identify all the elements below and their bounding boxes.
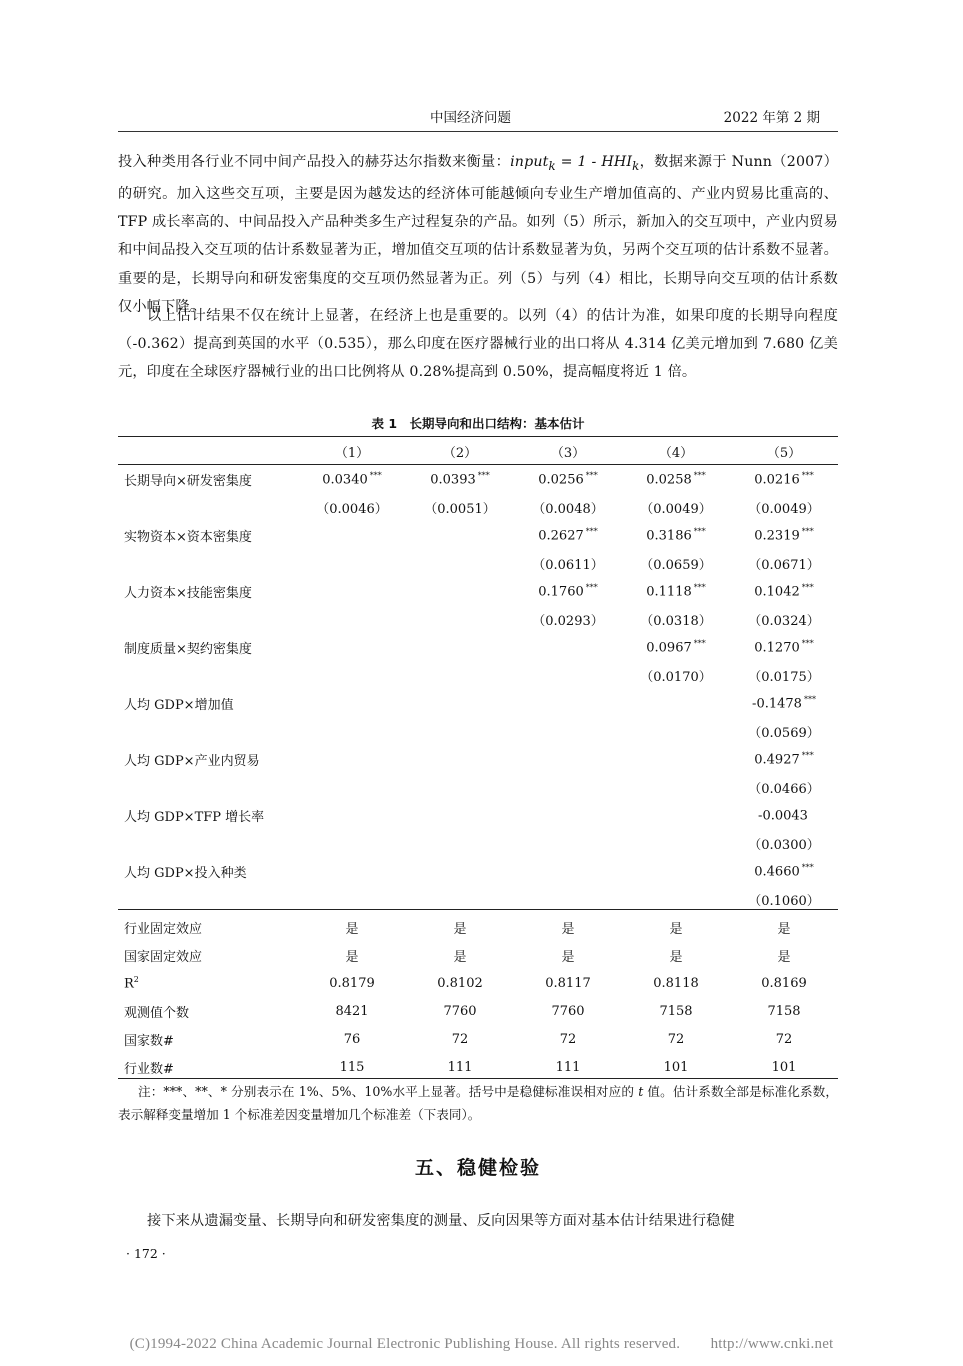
stat-cell: 72 (559, 1031, 577, 1047)
coef-cell: 0.0393 *** (430, 470, 490, 488)
se-cell (622, 885, 730, 913)
se-cell: （0.0170） (640, 669, 712, 685)
row-label: 人均 GDP×TFP 增长率 (124, 809, 265, 825)
coef-cell: 0.2627 *** (538, 526, 598, 544)
row-label: 行业固定效应 (124, 921, 203, 937)
se-cell (406, 829, 514, 857)
stat-cell: 是 (777, 921, 791, 937)
row-label: 长期导向×研发密集度 (124, 473, 252, 489)
stat-row (118, 1025, 838, 1053)
se-blank (118, 549, 298, 577)
se-blank (118, 717, 298, 745)
se-cell (406, 885, 514, 913)
coef-cell: -0.0043 (758, 808, 808, 824)
se-cell: （0.0324） (748, 613, 820, 629)
se-cell: （0.0175） (748, 669, 820, 685)
stat-cell: 是 (669, 949, 683, 965)
coef-cell (406, 857, 514, 885)
stat-cell: 7760 (551, 1003, 585, 1019)
stat-row (118, 969, 838, 997)
se-cell (298, 549, 406, 577)
coef-row (118, 801, 838, 829)
se-row (118, 549, 838, 577)
se-blank (118, 493, 298, 521)
se-row (118, 661, 838, 689)
section-title: 五、稳健检验 (414, 1157, 541, 1179)
coef-cell: 0.1042 *** (754, 582, 814, 600)
stat-cell: 8421 (335, 1003, 369, 1019)
stat-cell: 0.8118 (653, 975, 699, 991)
se-cell: （0.0300） (748, 837, 820, 853)
se-row (118, 605, 838, 633)
row-label: 实物资本×资本密集度 (124, 529, 252, 545)
se-cell (514, 661, 622, 689)
results-table (118, 437, 838, 1081)
coef-cell: -0.1478 *** (752, 694, 816, 712)
se-blank (118, 829, 298, 857)
paragraph-3: 接下来从遗漏变量、长期导向和研发密集度的测量、反向因果等方面对基本估计结果进行稳健 (147, 1213, 735, 1229)
copyright-footer: (C)1994-2022 China Academic Journal Electronic Publishing House. All rights reserved. http://www.cnki.net (129, 1336, 834, 1352)
row-label: 人均 GDP×增加值 (124, 697, 234, 713)
coef-cell (622, 801, 730, 829)
coef-cell (514, 801, 622, 829)
stat-row (118, 1053, 838, 1081)
coef-cell (298, 745, 406, 773)
se-row (118, 773, 838, 801)
stat-cell: 是 (345, 949, 359, 965)
coef-cell (514, 633, 622, 661)
se-cell (298, 885, 406, 913)
se-cell (298, 717, 406, 745)
coef-cell (298, 857, 406, 885)
coef-cell (514, 745, 622, 773)
coef-cell: 0.1760 *** (538, 582, 598, 600)
column-header: （2） (442, 445, 478, 461)
coef-cell: 0.0340 *** (322, 470, 382, 488)
column-header: （5） (766, 445, 802, 461)
se-cell: （0.0318） (640, 613, 712, 629)
coef-cell (406, 577, 514, 605)
coef-cell (298, 801, 406, 829)
coef-row (118, 633, 838, 661)
row-label: 人均 GDP×产业内贸易 (124, 753, 260, 769)
stat-cell: 7760 (443, 1003, 477, 1019)
coef-cell: 0.4927 *** (754, 750, 814, 768)
se-row (118, 829, 838, 857)
coef-cell (406, 521, 514, 549)
stat-cell: 7158 (659, 1003, 693, 1019)
coef-cell: 0.3186 *** (646, 526, 706, 544)
stat-cell: 72 (667, 1031, 685, 1047)
stat-cell: 是 (669, 921, 683, 937)
se-cell: （0.0049） (748, 501, 820, 517)
stat-cell: 101 (663, 1059, 689, 1075)
se-cell: （0.0048） (532, 501, 604, 517)
se-cell (514, 885, 622, 913)
stat-cell: 0.8169 (761, 975, 807, 991)
journal-name: 中国经济问题 (430, 110, 511, 126)
se-cell (406, 717, 514, 745)
coef-cell: 0.0258 *** (646, 470, 706, 488)
se-blank (118, 885, 298, 913)
se-cell: （0.0046） (316, 501, 388, 517)
row-label: 观测值个数 (124, 1005, 190, 1021)
coef-cell (622, 689, 730, 717)
coef-cell (514, 689, 622, 717)
row-label: $R^2$ (124, 974, 139, 992)
coef-row (118, 521, 838, 549)
stat-row (118, 913, 838, 941)
se-cell: （0.0671） (748, 557, 820, 573)
formula-input: input$_k$ = $1 - HHI_k$ (510, 154, 640, 173)
se-row (118, 493, 838, 521)
stat-cell: 72 (775, 1031, 793, 1047)
se-blank (118, 605, 298, 633)
se-row (118, 885, 838, 913)
header-rule (118, 131, 838, 132)
column-header: （3） (550, 445, 586, 461)
coef-cell (406, 689, 514, 717)
coef-cell: 0.0216 *** (754, 470, 814, 488)
coef-cell (406, 745, 514, 773)
coef-cell: 0.1270 *** (754, 638, 814, 656)
stat-cell: 是 (777, 949, 791, 965)
se-cell (298, 661, 406, 689)
coef-row (118, 745, 838, 773)
se-cell (514, 829, 622, 857)
se-cell (406, 773, 514, 801)
stat-cell: 是 (345, 921, 359, 937)
stat-cell: 101 (771, 1059, 797, 1075)
page-number: · 172 · (126, 1246, 166, 1261)
column-header: （4） (658, 445, 694, 461)
paragraph-1: 投入种类用各行业不同中间产品投入的赫芬达尔指数来衡量：input$_k$ = $1 - HHI_k$，数据来源于 Nunn（2007）的研究。加入这些交互项，主要是因为越发达的经济体可能越倾向专业生产增加值高的、产业内贸易比重高的、TFP 成长率高的、中间品投入产品种类多生产过程复杂的产品。如列（5）所示，新加入的交互项中，产业内贸易和中间品投入交互项的估计系数显著为正，增加值交互项的估计系数显著为负，另两个交互项的估计系数不显著。重要的是，长期导向和研发密集度的交互项仍然显著为正。列（5）与列（4）相比，长期导向交互项的估计系数仅小幅下降。 (118, 154, 838, 315)
se-cell (622, 773, 730, 801)
se-cell: （0.0659） (640, 557, 712, 573)
se-cell (406, 605, 514, 633)
se-cell (298, 829, 406, 857)
column-header: （1） (334, 445, 370, 461)
coef-row (118, 857, 838, 885)
se-cell (406, 661, 514, 689)
se-cell: （0.0049） (640, 501, 712, 517)
header-blank (118, 437, 298, 465)
se-blank (118, 661, 298, 689)
coef-row (118, 577, 838, 605)
coef-cell: 0.2319 *** (754, 526, 814, 544)
se-cell (514, 773, 622, 801)
row-label: 人力资本×技能密集度 (124, 585, 252, 601)
issue-label: 2022 年第 2 期 (723, 110, 820, 126)
se-cell (514, 717, 622, 745)
coef-cell: 0.0256 *** (538, 470, 598, 488)
stat-row (118, 941, 838, 969)
se-cell (298, 773, 406, 801)
stat-cell: 76 (343, 1031, 361, 1047)
row-label: 国家固定效应 (124, 949, 203, 965)
row-label: 行业数# (124, 1061, 174, 1077)
row-label: 人均 GDP×投入种类 (124, 865, 247, 881)
se-cell (622, 717, 730, 745)
table-note: 注：***、**、* 分别表示在 1%、5%、10%水平上显著。括号中是稳健标准误相对应的 t 值。估计系数全部是标准化系数，表示解释变量增加 1 个标准差因变量增加几个标准差（下表同）。 (118, 1084, 838, 1122)
se-cell: （0.1060） (748, 893, 820, 909)
row-label: 国家数# (124, 1033, 174, 1049)
coef-cell: 0.0967 *** (646, 638, 706, 656)
table-header-row (118, 437, 838, 465)
se-cell (622, 829, 730, 857)
se-cell: （0.0569） (748, 725, 820, 741)
stat-row (118, 997, 838, 1025)
coef-cell (622, 857, 730, 885)
coef-cell: 0.1118 *** (646, 582, 706, 600)
stat-cell: 72 (451, 1031, 469, 1047)
stat-cell: 0.8117 (545, 975, 591, 991)
coef-cell (298, 689, 406, 717)
coef-row (118, 689, 838, 717)
table-caption: 表 1 长期导向和出口结构：基本估计 (371, 416, 585, 431)
coef-cell (514, 857, 622, 885)
se-cell: （0.0051） (424, 501, 496, 517)
coef-cell (406, 801, 514, 829)
se-cell (406, 549, 514, 577)
stat-cell: 是 (561, 949, 575, 965)
coef-cell (406, 633, 514, 661)
stat-cell: 0.8102 (437, 975, 483, 991)
stat-cell: 是 (453, 949, 467, 965)
row-label: 制度质量×契约密集度 (124, 641, 252, 657)
se-cell: （0.0466） (748, 781, 820, 797)
se-blank (118, 773, 298, 801)
coef-cell (298, 521, 406, 549)
se-row (118, 717, 838, 745)
se-cell (298, 605, 406, 633)
coef-row (118, 465, 838, 493)
running-header (118, 106, 838, 128)
coef-cell (622, 745, 730, 773)
stat-cell: 111 (555, 1059, 581, 1075)
stat-cell: 7158 (767, 1003, 801, 1019)
paragraph-2: 以上估计结果不仅在统计上显著，在经济上也是重要的。以列（4）的估计为准，如果印度的长期导向程度（-0.362）提高到英国的水平（0.535），那么印度在医疗器械行业的出口将从 4.314 亿美元增加到 7.680 亿美元，印度在全球医疗器械行业的出口比例将从 0.28%提高到 0.50%，提高幅度将近 1 倍。 (118, 308, 838, 381)
se-cell: （0.0611） (532, 557, 604, 573)
stat-cell: 0.8179 (329, 975, 375, 991)
stat-cell: 是 (453, 921, 467, 937)
stat-cell: 111 (447, 1059, 473, 1075)
coef-cell (298, 633, 406, 661)
stat-cell: 115 (339, 1059, 365, 1075)
coef-cell: 0.4660 *** (754, 862, 814, 880)
coef-cell (298, 577, 406, 605)
stat-cell: 是 (561, 921, 575, 937)
se-cell: （0.0293） (532, 613, 604, 629)
